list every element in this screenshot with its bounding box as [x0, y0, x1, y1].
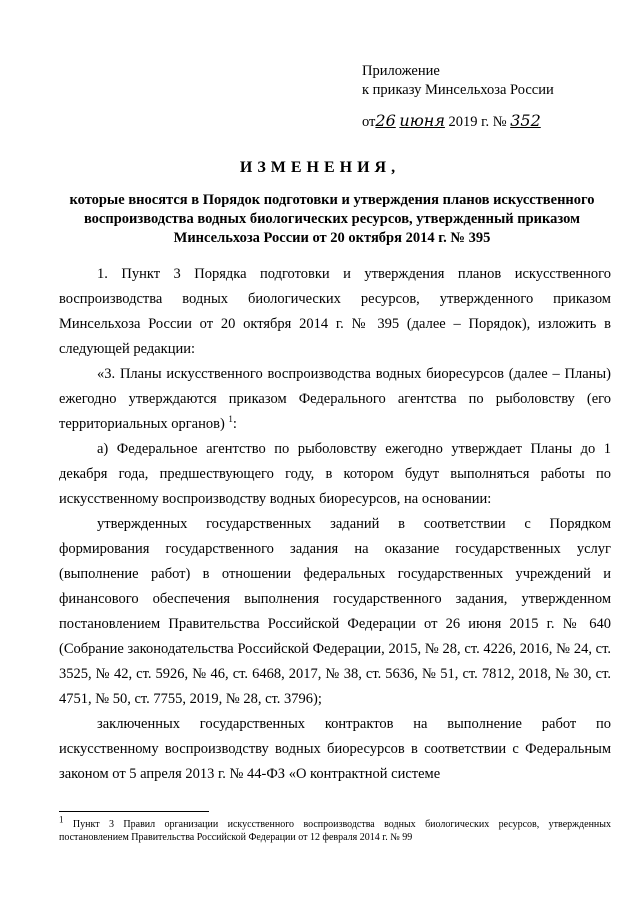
paragraph-5: заключенных государственных контрактов на выполнение работ по искусственному воспроизводству водных биоресурсов в соответствии с Федеральным законом от 5 апреля 2013 г. № 44-ФЗ «О контрактной системе: [59, 716, 611, 782]
paragraph-3: а) Федеральное агентство по рыболовству ежегодно утверждает Планы до 1 декабря года, предшествующего году, в котором будут выполняться работы по искусственному воспроизводству водных биоресурсов, на основании:: [59, 441, 611, 507]
document-body: [59, 262, 611, 787]
document-subtitle: которые вносятся в Порядок подготовки и утверждения планов искусственного воспроизводства водных биологических ресурсов, утвержденный приказом Минсельхоза России от 20 октября 2014 г. № 395: [69, 192, 595, 246]
paragraph-2: [59, 362, 611, 437]
footnote-ref: 1: [228, 414, 233, 425]
paragraph-2-text: «3. Планы искусственного воспроизводства водных биоресурсов (далее – Планы) ежегодно утверждаются приказом Федерального агентства по рыболовству (его территориальных органов): [59, 366, 611, 432]
footnote: [59, 814, 612, 844]
handwritten-order-number: 352: [510, 111, 541, 130]
paragraph-4: утвержденных государственных заданий в соответствии с Порядком формирования государственного задания на оказание государственных услуг (выполнение работ) в отношении федеральных государственных учреждений и финансового обеспечения выполнения государственного задания, утвержденном постановлением Правительства Российской Федерации от 26 июня 2015 г. № 640 (Собрание законодательства Российской Федерации, 2015, № 28, ст. 4226, 2016, № 24, ст. 3525, № 42, ст. 5926, № 46, ст. 6468, 2017, № 38, ст. 5636, № 51, ст. 7812, 2018, № 30, ст. 4751, № 50, ст. 7755, 2019, № 28, ст. 3796);: [59, 516, 611, 707]
paragraph-1: 1. Пункт 3 Порядка подготовки и утверждения планов искусственного воспроизводства водных биологических ресурсов, утвержденного приказом Минсельхоза России от 20 октября 2014 г. № 395 (далее – Порядок), изложить в следующей редакции:: [59, 266, 611, 357]
date-year: 2019 г. №: [448, 114, 507, 130]
document-title: ИЗМЕНЕНИЯ,: [239, 159, 401, 176]
date-prefix: от: [362, 114, 376, 130]
annex-title: Приложение: [362, 63, 440, 79]
annex-order-ref: к приказу Минсельхоза России: [362, 82, 554, 98]
annex-header: [362, 62, 632, 100]
footnote-text: Пункт 3 Правил организации искусственного воспроизводства водных биологических ресурсов, утвержденных постановлением Правительства Российской Федерации от 12 февраля 2014 г. № 99: [59, 819, 612, 843]
footnote-mark: 1: [59, 814, 64, 825]
handwritten-day: 26: [375, 111, 396, 130]
footnote-divider: [59, 811, 209, 812]
handwritten-month: июня: [399, 111, 445, 130]
annex-date-line: [362, 111, 632, 132]
paragraph-2-tail: :: [232, 416, 237, 432]
